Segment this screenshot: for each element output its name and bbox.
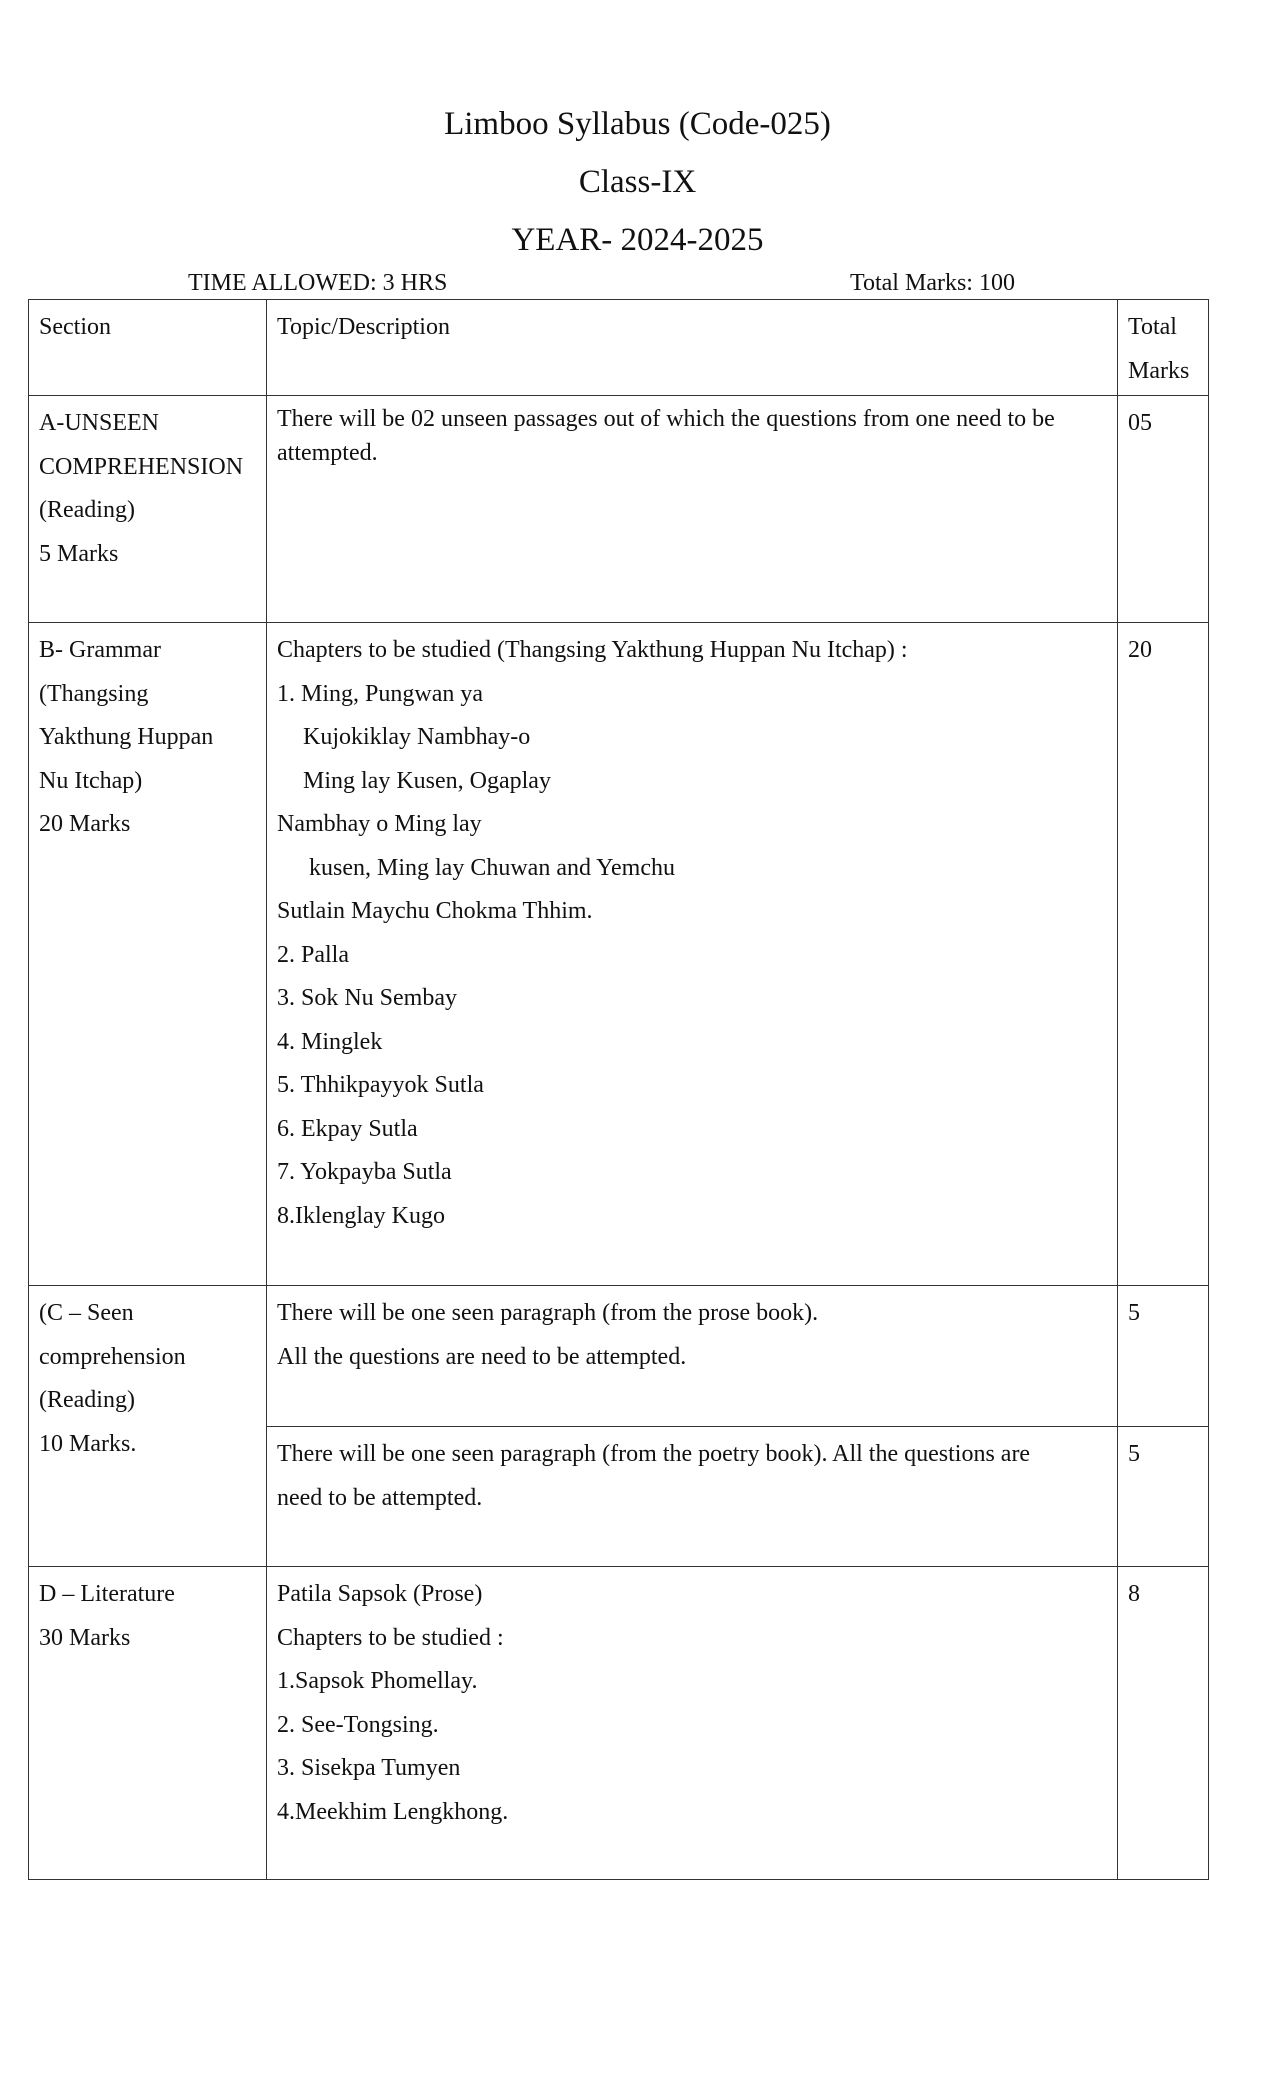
section-c-poetry-description: There will be one seen paragraph (from the poetry book). All the questions are need to be attempted. bbox=[267, 1427, 1118, 1567]
table-row bbox=[29, 1567, 1209, 1880]
section-b-marks: 20 bbox=[1118, 623, 1209, 1286]
header-topic: Topic/Description bbox=[267, 300, 1118, 396]
section-a-marks: 05 bbox=[1118, 396, 1209, 623]
section-c-cell: (C – Seen comprehension (Reading) 10 Marks. bbox=[29, 1286, 267, 1567]
table-row bbox=[29, 1286, 1209, 1427]
header-total-marks: Total Marks bbox=[1118, 300, 1209, 396]
section-d-description: Patila Sapsok (Prose) Chapters to be studied : 1.Sapsok Phomellay. 2. See-Tongsing. 3. Sisekpa Tumyen 4.Meekhim Lengkhong. bbox=[267, 1567, 1118, 1880]
table-row bbox=[29, 623, 1209, 1286]
section-a-cell: A-UNSEEN COMPREHENSION (Reading) 5 Marks bbox=[29, 396, 267, 623]
section-a-description: There will be 02 unseen passages out of which the questions from one need to be attempted. bbox=[267, 396, 1118, 623]
section-d-marks: 8 bbox=[1118, 1567, 1209, 1880]
table-row bbox=[29, 396, 1209, 623]
syllabus-table bbox=[28, 299, 1209, 1880]
section-c-prose-description: There will be one seen paragraph (from the prose book). All the questions are need to be attempted. bbox=[267, 1286, 1118, 1427]
section-d-cell: D – Literature 30 Marks bbox=[29, 1567, 267, 1880]
year-label: YEAR- 2024-2025 bbox=[511, 222, 764, 258]
table-header-row bbox=[29, 300, 1209, 396]
header-section: Section bbox=[29, 300, 267, 396]
section-b-cell: B- Grammar (Thangsing Yakthung Huppan Nu Itchap) 20 Marks bbox=[29, 623, 267, 1286]
document-title: Limboo Syllabus (Code-025) bbox=[444, 106, 831, 142]
section-c-prose-marks: 5 bbox=[1118, 1286, 1209, 1427]
section-c-poetry-marks: 5 bbox=[1118, 1427, 1209, 1567]
total-marks: Total Marks: 100 bbox=[850, 270, 1015, 296]
time-allowed: TIME ALLOWED: 3 HRS bbox=[188, 270, 448, 296]
section-b-description: Chapters to be studied (Thangsing Yakthung Huppan Nu Itchap) : 1. Ming, Pungwan ya Kujokiklay Nambhay-o Ming lay Kusen, Ogaplay Nambhay o Ming lay kusen, Ming lay Chuwan and Yemchu Sutlain Maychu Chokma Thhim. 2. Palla 3. Sok Nu Sembay 4. Minglek 5. Thhikpayyok Sutla 6. Ekpay Sutla 7. Yokpayba Sutla 8.Iklenglay Kugo bbox=[267, 623, 1118, 1286]
class-label: Class-IX bbox=[578, 164, 697, 200]
